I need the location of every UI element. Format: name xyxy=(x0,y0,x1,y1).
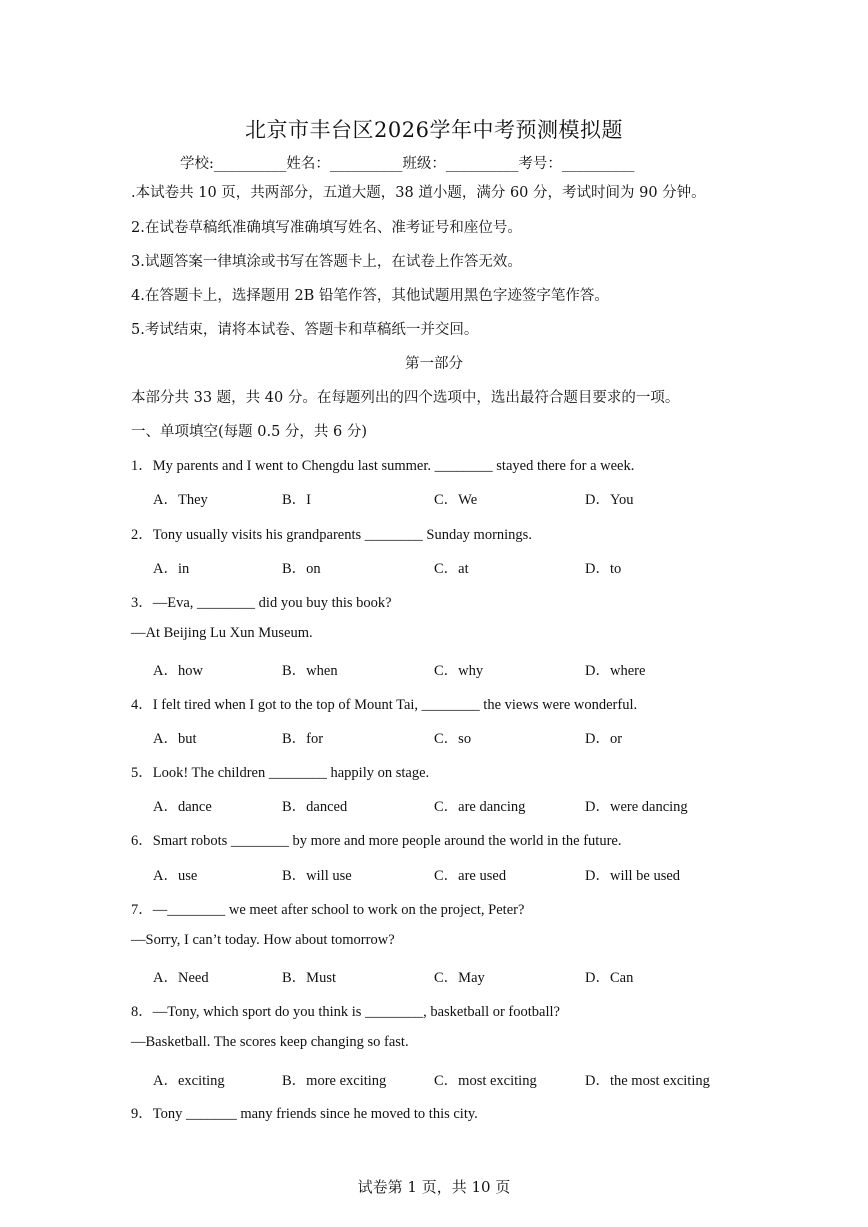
question-8-reply: —Basketball. The scores keep changing so fast. xyxy=(131,1034,409,1050)
option-a: A．but xyxy=(153,731,197,747)
option-c: C．We xyxy=(434,492,478,508)
option-d: D．You xyxy=(585,492,634,508)
option-d: D．Can xyxy=(585,970,634,986)
question-2-stem: 2．Tony usually visits his grandparents ________ Sunday mornings. xyxy=(131,527,532,543)
option-b: B．I xyxy=(282,492,311,508)
option-d: D．where xyxy=(585,663,646,679)
option-b: B．will use xyxy=(282,868,352,884)
question-6-stem: 6．Smart robots ________ by more and more people around the world in the future. xyxy=(131,833,622,849)
option-b: B．Must xyxy=(282,970,336,986)
question-1-stem: 1．My parents and I went to Chengdu last summer. ________ stayed there for a week. xyxy=(131,458,635,474)
note-5: 5.考试结束，请将本试卷、答题卡和草稿纸一并交回。 xyxy=(131,322,479,338)
section-intro: 本部分共 33 题，共 40 分。在每题列出的四个选项中，选出最符合题目要求的一项。 xyxy=(131,390,680,406)
option-c: C．are used xyxy=(434,868,507,884)
option-d: D．the most exciting xyxy=(585,1073,710,1089)
question-8-stem: 8．—Tony, which sport do you think is ________, basketball or football? xyxy=(131,1004,560,1020)
option-d: D．or xyxy=(585,731,623,747)
question-5-options xyxy=(0,795,868,815)
question-7-reply: —Sorry, I can’t today. How about tomorrow? xyxy=(131,932,395,948)
note-2: 2.在试卷草稿纸准确填写准确填写姓名、准考证号和座位号。 xyxy=(131,220,522,236)
option-a: A．how xyxy=(153,663,203,679)
part-title: 第一部分 xyxy=(405,356,463,372)
option-a: A．Need xyxy=(153,970,209,986)
question-9-stem: 9．Tony _______ many friends since he moved to this city. xyxy=(131,1106,478,1122)
option-a: A．dance xyxy=(153,799,212,815)
student-info-line: 学校:__________姓名：__________班级：__________考号：__________ xyxy=(180,156,635,172)
note-3: 3.试题答案一律填涂或书写在答题卡上，在试卷上作答无效。 xyxy=(131,254,522,270)
question-3-reply: —At Beijing Lu Xun Museum. xyxy=(131,625,313,641)
option-c: C．at xyxy=(434,561,469,577)
question-1-options xyxy=(0,488,868,508)
page-title: 北京市丰台区2026学年中考预测模拟题 xyxy=(245,118,623,142)
option-c: C．May xyxy=(434,970,485,986)
question-7-stem: 7．—________ we meet after school to work on the project, Peter? xyxy=(131,902,525,918)
question-2-options xyxy=(0,557,868,577)
option-b: B．when xyxy=(282,663,338,679)
option-b: B．for xyxy=(282,731,324,747)
page-footer: 试卷第 1 页，共 10 页 xyxy=(357,1178,511,1196)
option-b: B．danced xyxy=(282,799,348,815)
option-d: D．will be used xyxy=(585,868,681,884)
option-c: C．why xyxy=(434,663,484,679)
question-4-stem: 4．I felt tired when I got to the top of Mount Tai, ________ the views were wonderful. xyxy=(131,697,638,713)
option-a: A．exciting xyxy=(153,1073,225,1089)
question-8-options xyxy=(0,1069,868,1089)
question-7-options xyxy=(0,966,868,986)
option-b: B．more exciting xyxy=(282,1073,387,1089)
option-d: D．to xyxy=(585,561,622,577)
question-5-stem: 5．Look! The children ________ happily on stage. xyxy=(131,765,430,781)
option-a: A．use xyxy=(153,868,198,884)
option-c: C．most exciting xyxy=(434,1073,537,1089)
question-6-options xyxy=(0,864,868,884)
option-a: A．in xyxy=(153,561,190,577)
option-c: C．are dancing xyxy=(434,799,526,815)
option-d: D．were dancing xyxy=(585,799,688,815)
option-c: C．so xyxy=(434,731,472,747)
option-a: A．They xyxy=(153,492,208,508)
note-1: .本试卷共 10 页，共两部分，五道大题，38 道小题，满分 60 分，考试时间为 90 分钟。 xyxy=(131,185,706,201)
section-subheading: 一、单项填空(每题 0.5 分，共 6 分) xyxy=(131,424,368,440)
option-b: B．on xyxy=(282,561,321,577)
note-4: 4.在答题卡上，选择题用 2B 铅笔作答，其他试题用黑色字迹签字笔作答。 xyxy=(131,288,609,304)
question-3-stem: 3．—Eva, ________ did you buy this book? xyxy=(131,595,392,611)
question-4-options xyxy=(0,727,868,747)
question-3-options xyxy=(0,659,868,679)
